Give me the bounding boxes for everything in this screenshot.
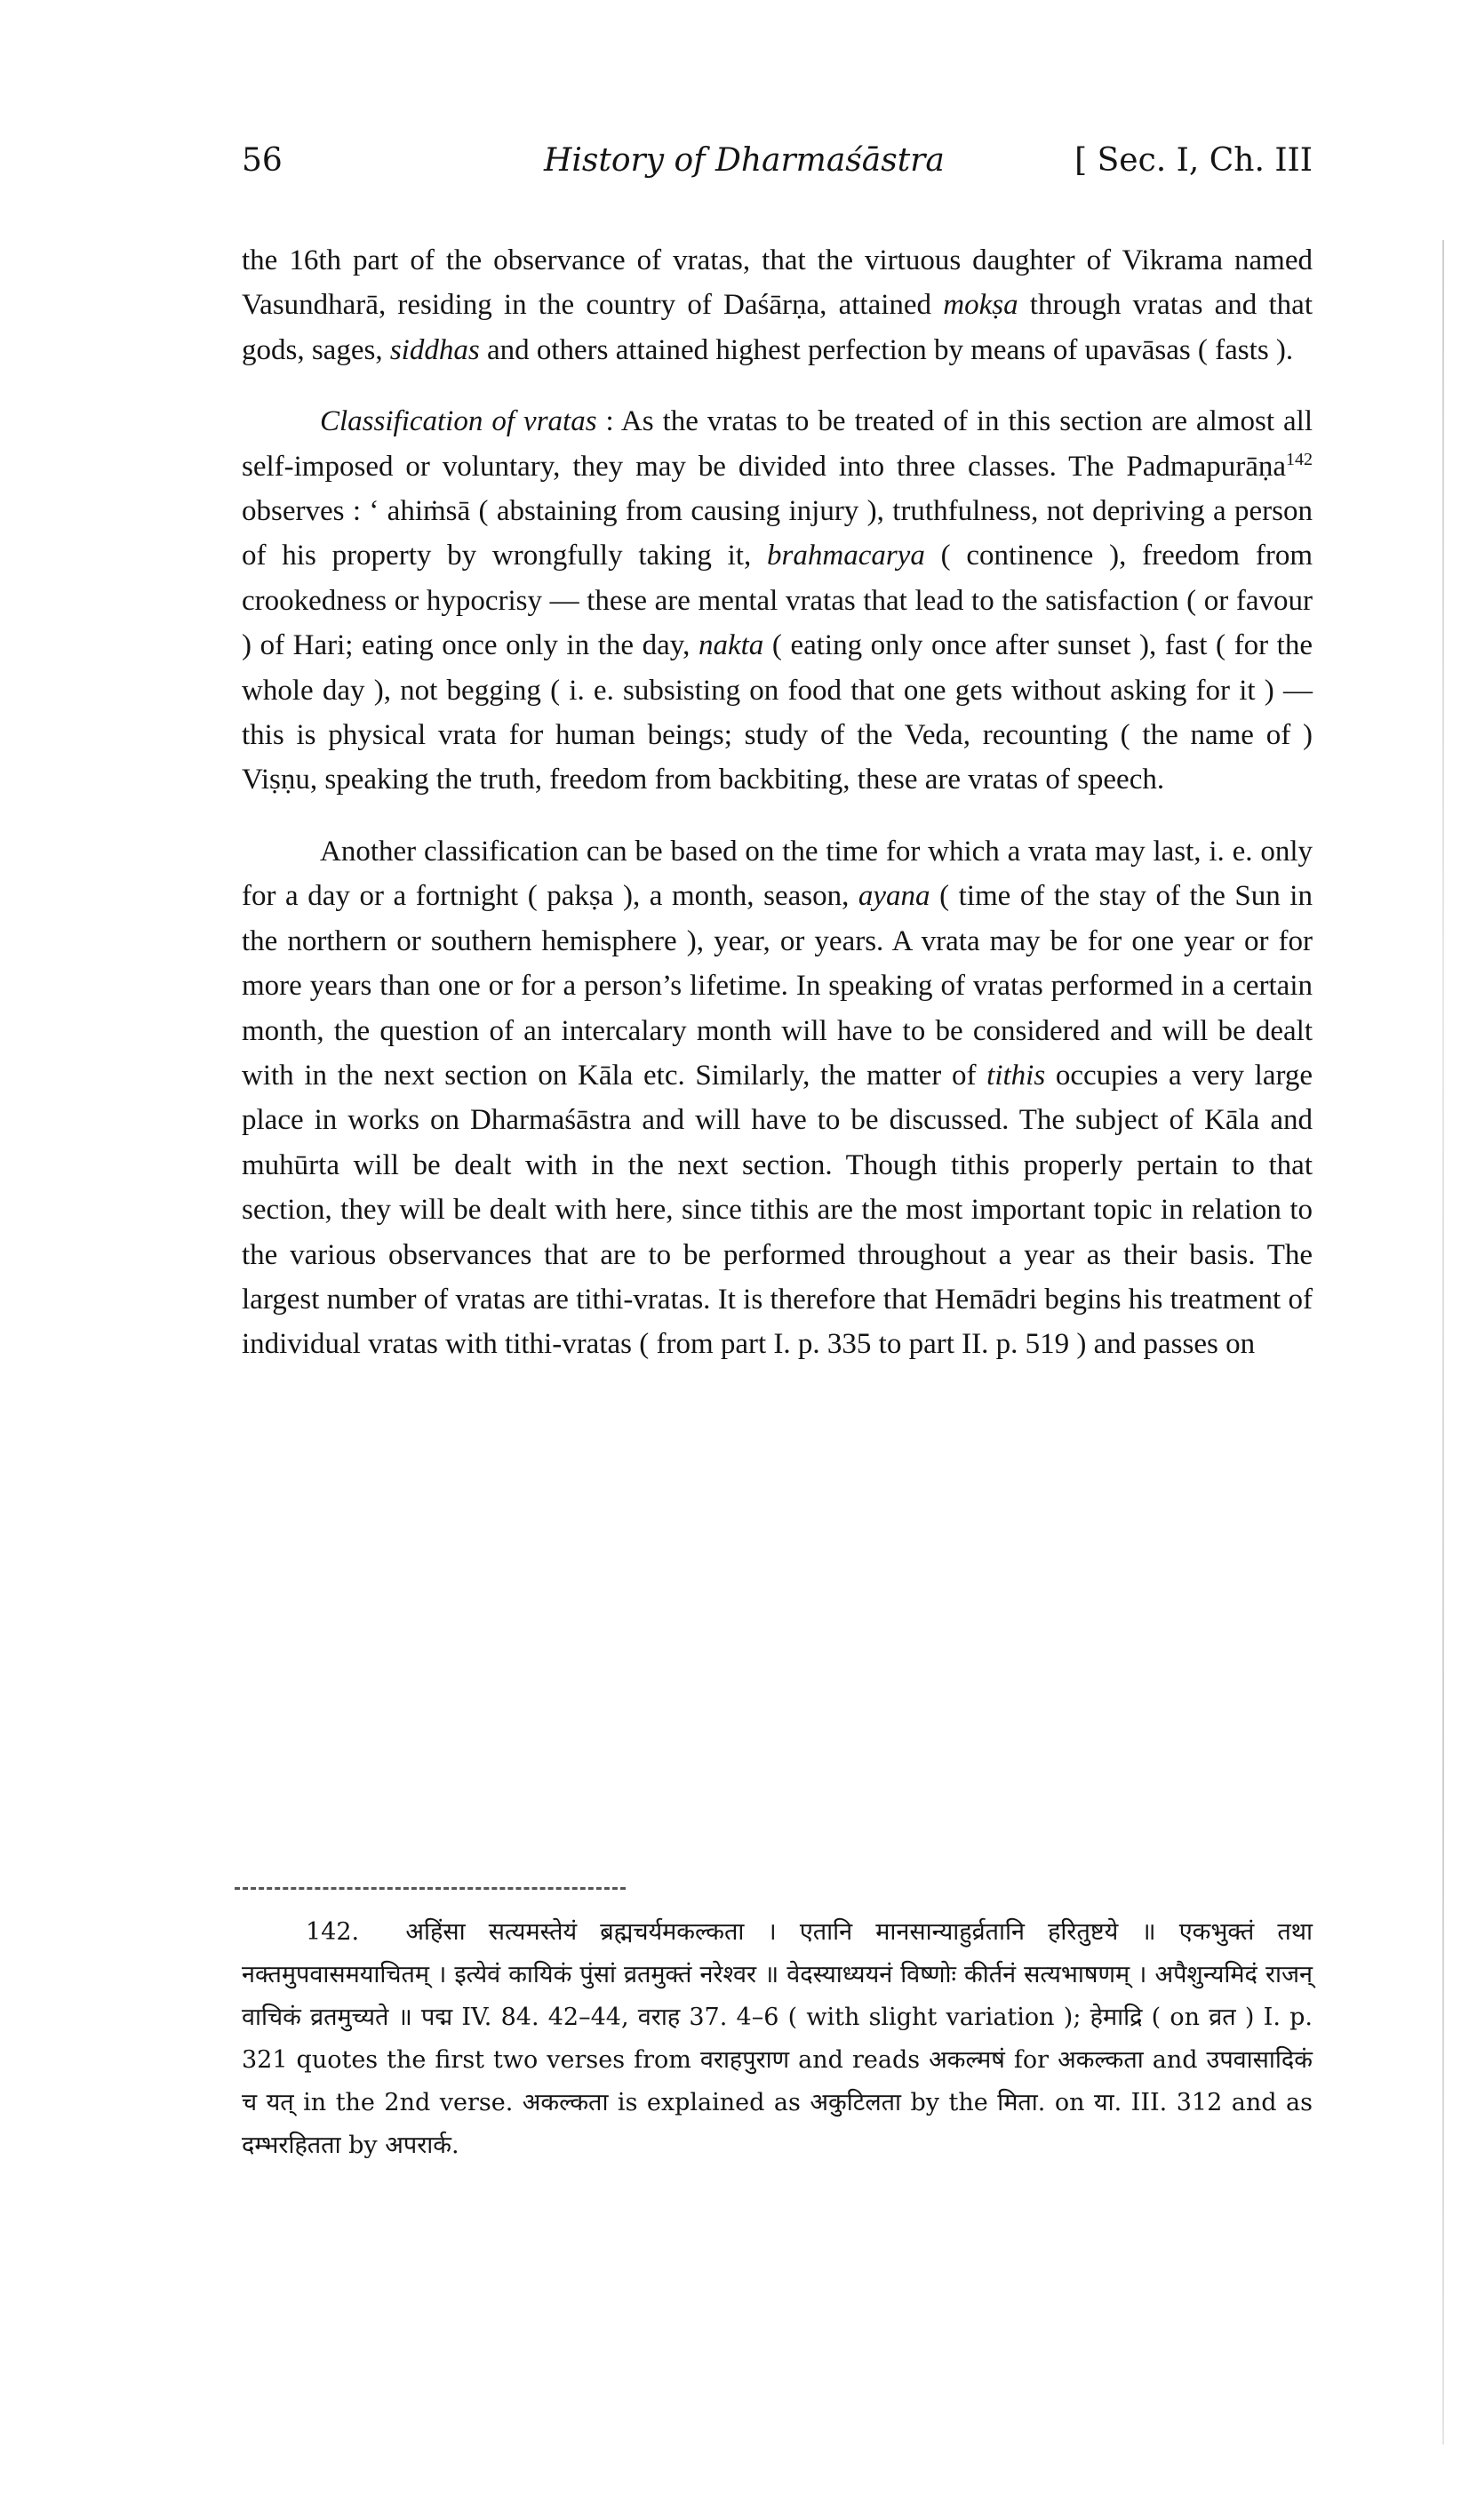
- paragraph-classification: Classification of vratas : As the vratas to be treated of in this section are almost all self-imposed or voluntary, they may be divided into three classes. The Padmapurāṇa$^{142}$ observes : ‘ ahiṁsā ( abstaining from causing injury ), truthfulness, not depriving a person of his property by wrongfully taking it, brahmacarya ( continence ), freedom from crookedness or hypocrisy — these are mental vratas that lead to the satisfaction ( or favour ) of Hari; eating once only in the day, nakta ( eating only once after sunset ), fast ( for the whole day ), not begging ( i. e. subsisting on food that one gets without asking for it ) — this is physical vrata for human beings; study of the Veda, recounting ( the name of ) Viṣṇu, speaking the truth, freedom from backbiting, these are vratas of speech.: [242, 405, 1313, 796]
- footnotes: [242, 1911, 1313, 2167]
- main-text: [242, 238, 1313, 1367]
- running-header: [242, 142, 1313, 196]
- footnote-text: अहिंसा सत्यमस्तेयं ब्रह्मचर्यमकल्कता । एतानि मानसान्याहुर्व्रतानि हरितुष्टये ॥ एकभुक्तं तथा नक्तमुपवासमयाचितम् । इत्येवं कायिकं पुंसां व्रतमुक्तं नरेश्वर ॥ वेदस्याध्ययनं विष्णोः कीर्तनं सत्यभाषणम् । अपैशुन्यमिदं राजन् वाचिकं व्रतमुच्यते ॥ पद्म IV. 84. 42–44, वराह 37. 4–6 ( with slight variation ); हेमाद्रि ( on व्रत ) I. p. 321 quotes the first two verses from वराहपुराण and reads अकल्मषं for अकल्कता and उपवासादिकं च यत् in the 2nd verse. अकल्कता is explained as अकुटिलता by the मिता. on या. III. 312 and as दम्भरहितता by अपरार्क.: [242, 1918, 1313, 2159]
- page-number: 56: [242, 142, 283, 179]
- footnote-142: [242, 1911, 1313, 2167]
- footnote-reference: 142: [1286, 449, 1313, 469]
- footnote-divider: [235, 1887, 626, 1890]
- paragraph-continuation: the 16th part of the observance of vratas, that the virtuous daughter of Vikrama named Vasundharā, residing in the country of Daśārṇa, attained mokṣa through vratas and that gods, sages, siddhas and others attained highest perfection by means of upavāsas ( fasts ).: [242, 244, 1313, 366]
- scan-margin-line: [1442, 240, 1444, 2444]
- paragraph-heading: Classification of vratas: [320, 405, 597, 438]
- section-reference: [ Sec. I, Ch. III: [1074, 142, 1313, 179]
- running-title: History of Dharmaśāstra: [544, 142, 945, 179]
- footnote-number: 142.: [306, 1918, 360, 1946]
- paragraph-time-classification: Another classification can be based on the time for which a vrata may last, i. e. only for a day or a fortnight ( pakṣa ), a month, season, ayana ( time of the stay of the Sun in the northern or southern hemisphere ), year, or years. A vrata may be for one year or for more years than one or for a person’s lifetime. In speaking of vratas performed in a certain month, the question of an intercalary month will have to be considered and will be dealt with in the next section on Kāla etc. Similarly, the matter of tithis occupies a very large place in works on Dharmaśāstra and will have to be discussed. The subject of Kāla and muhūrta will be dealt with in the next section. Though tithis properly pertain to that section, they will be dealt with here, since tithis are the most important topic in relation to the various observances that are to be performed throughout a year as their basis. The largest number of vratas are tithi-vratas. It is therefore that Hemādri begins his treatment of individual vratas with tithi-vratas ( from part I. p. 335 to part II. p. 519 ) and passes on: [242, 835, 1313, 1361]
